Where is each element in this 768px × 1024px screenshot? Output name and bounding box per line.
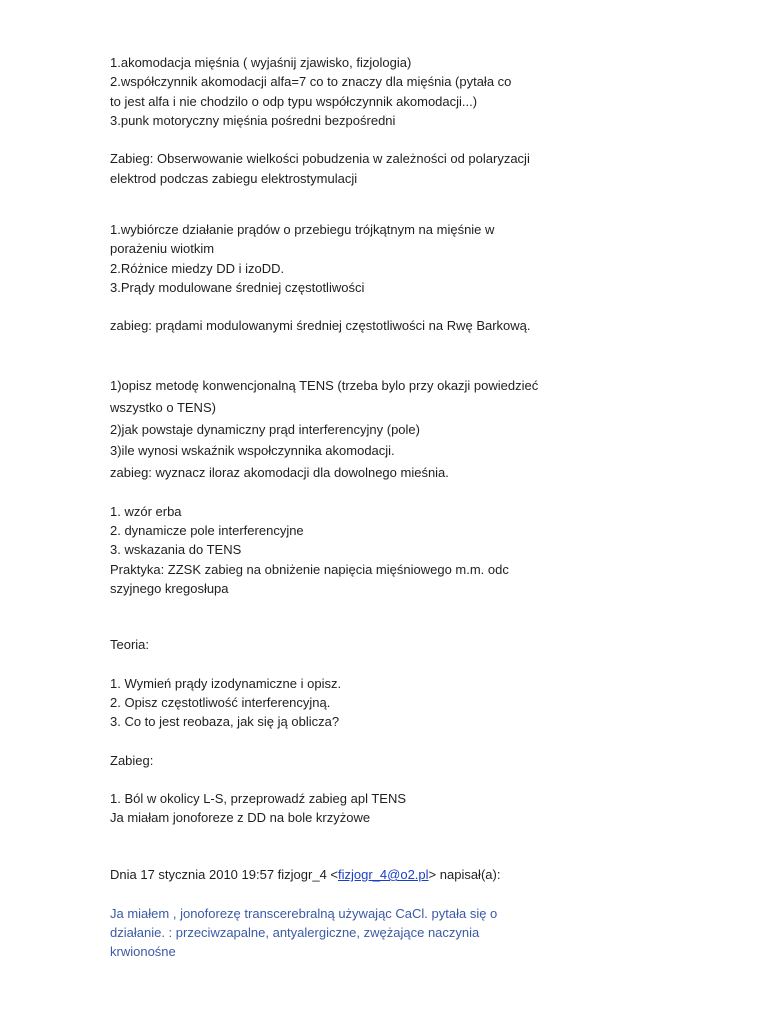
question-line: 3)ile wynosi wskaźnik wspołczynnika akomodacji. — [110, 443, 395, 458]
question-line: 3.Prądy modulowane średniej częstotliwości — [110, 280, 365, 295]
question-line: 3. Co to jest reobaza, jak się ją oblicza? — [110, 714, 340, 729]
question-line: 1.wybiórcze działanie prądów o przebiegu trójkątnym na mięśnie w — [110, 222, 495, 237]
reply-header — [110, 867, 500, 883]
question-line: 2)jak powstaje dynamiczny prąd interferencyjny (pole) — [110, 422, 420, 437]
question-line: 1. Wymień prądy izodynamiczne i opisz. — [110, 676, 342, 691]
question-line: porażeniu wiotkim — [110, 241, 215, 256]
question-line: 2.współczynnik akomodacji alfa=7 co to znaczy dla mięśnia (pytała co — [110, 74, 512, 89]
question-line: 1. wzór erba — [110, 504, 182, 519]
procedure-line: elektrod podczas zabiegu elektrostymulacji — [110, 171, 358, 186]
procedure-line: szyjnego kregosłupa — [110, 581, 229, 596]
procedure-line: Ja miałam jonoforeze z DD na bole krzyżowe — [110, 810, 371, 825]
procedure-line: zabieg: prądami modulowanymi średniej częstotliwości na Rwę Barkową. — [110, 318, 531, 333]
sender-email-link[interactable]: fizjogr_4@o2.pl — [338, 867, 429, 882]
question-line: to jest alfa i nie chodzilo o odp typu współczynnik akomodacji...) — [110, 94, 478, 109]
question-line: 1)opisz metodę konwencjonalną TENS (trzeba bylo przy okazji powiedzieć — [110, 378, 539, 393]
section-heading: Zabieg: — [110, 753, 154, 768]
question-line: 1.akomodacja mięśnia ( wyjaśnij zjawisko, fizjologia) — [110, 55, 412, 70]
quoted-line: działanie. : przeciwzapalne, antyalergiczne, zwężające naczynia — [110, 925, 480, 940]
procedure-line: Praktyka: ZZSK zabieg na obniżenie napięcia mięśniowego m.m. odc — [110, 562, 509, 577]
procedure-line: zabieg: wyznacz iloraz akomodacji dla dowolnego mieśnia. — [110, 465, 449, 480]
quoted-line: krwionośne — [110, 944, 176, 959]
reply-header-prefix: Dnia 17 stycznia 2010 19:57 fizjogr_4 < — [110, 867, 339, 882]
procedure-line: 1. Ból w okolicy L-S, przeprowadź zabieg apl TENS — [110, 791, 407, 806]
question-line: 2. Opisz częstotliwość interferencyjną. — [110, 695, 331, 710]
question-line: 2. dynamicze pole interferencyjne — [110, 523, 304, 538]
question-line: wszystko o TENS) — [110, 400, 216, 415]
question-line: 3.punk motoryczny mięśnia pośredni bezpośredni — [110, 113, 396, 128]
procedure-line: Zabieg: Obserwowanie wielkości pobudzenia w zależności od polaryzacji — [110, 151, 530, 166]
question-line: 3. wskazania do TENS — [110, 542, 242, 557]
reply-header-suffix: > napisał(a): — [428, 867, 501, 882]
section-heading: Teoria: — [110, 637, 150, 652]
quoted-line: Ja miałem , jonoforezę transcerebralną używając CaCl. pytała się o — [110, 906, 498, 921]
question-line: 2.Różnice miedzy DD i izoDD. — [110, 261, 285, 276]
